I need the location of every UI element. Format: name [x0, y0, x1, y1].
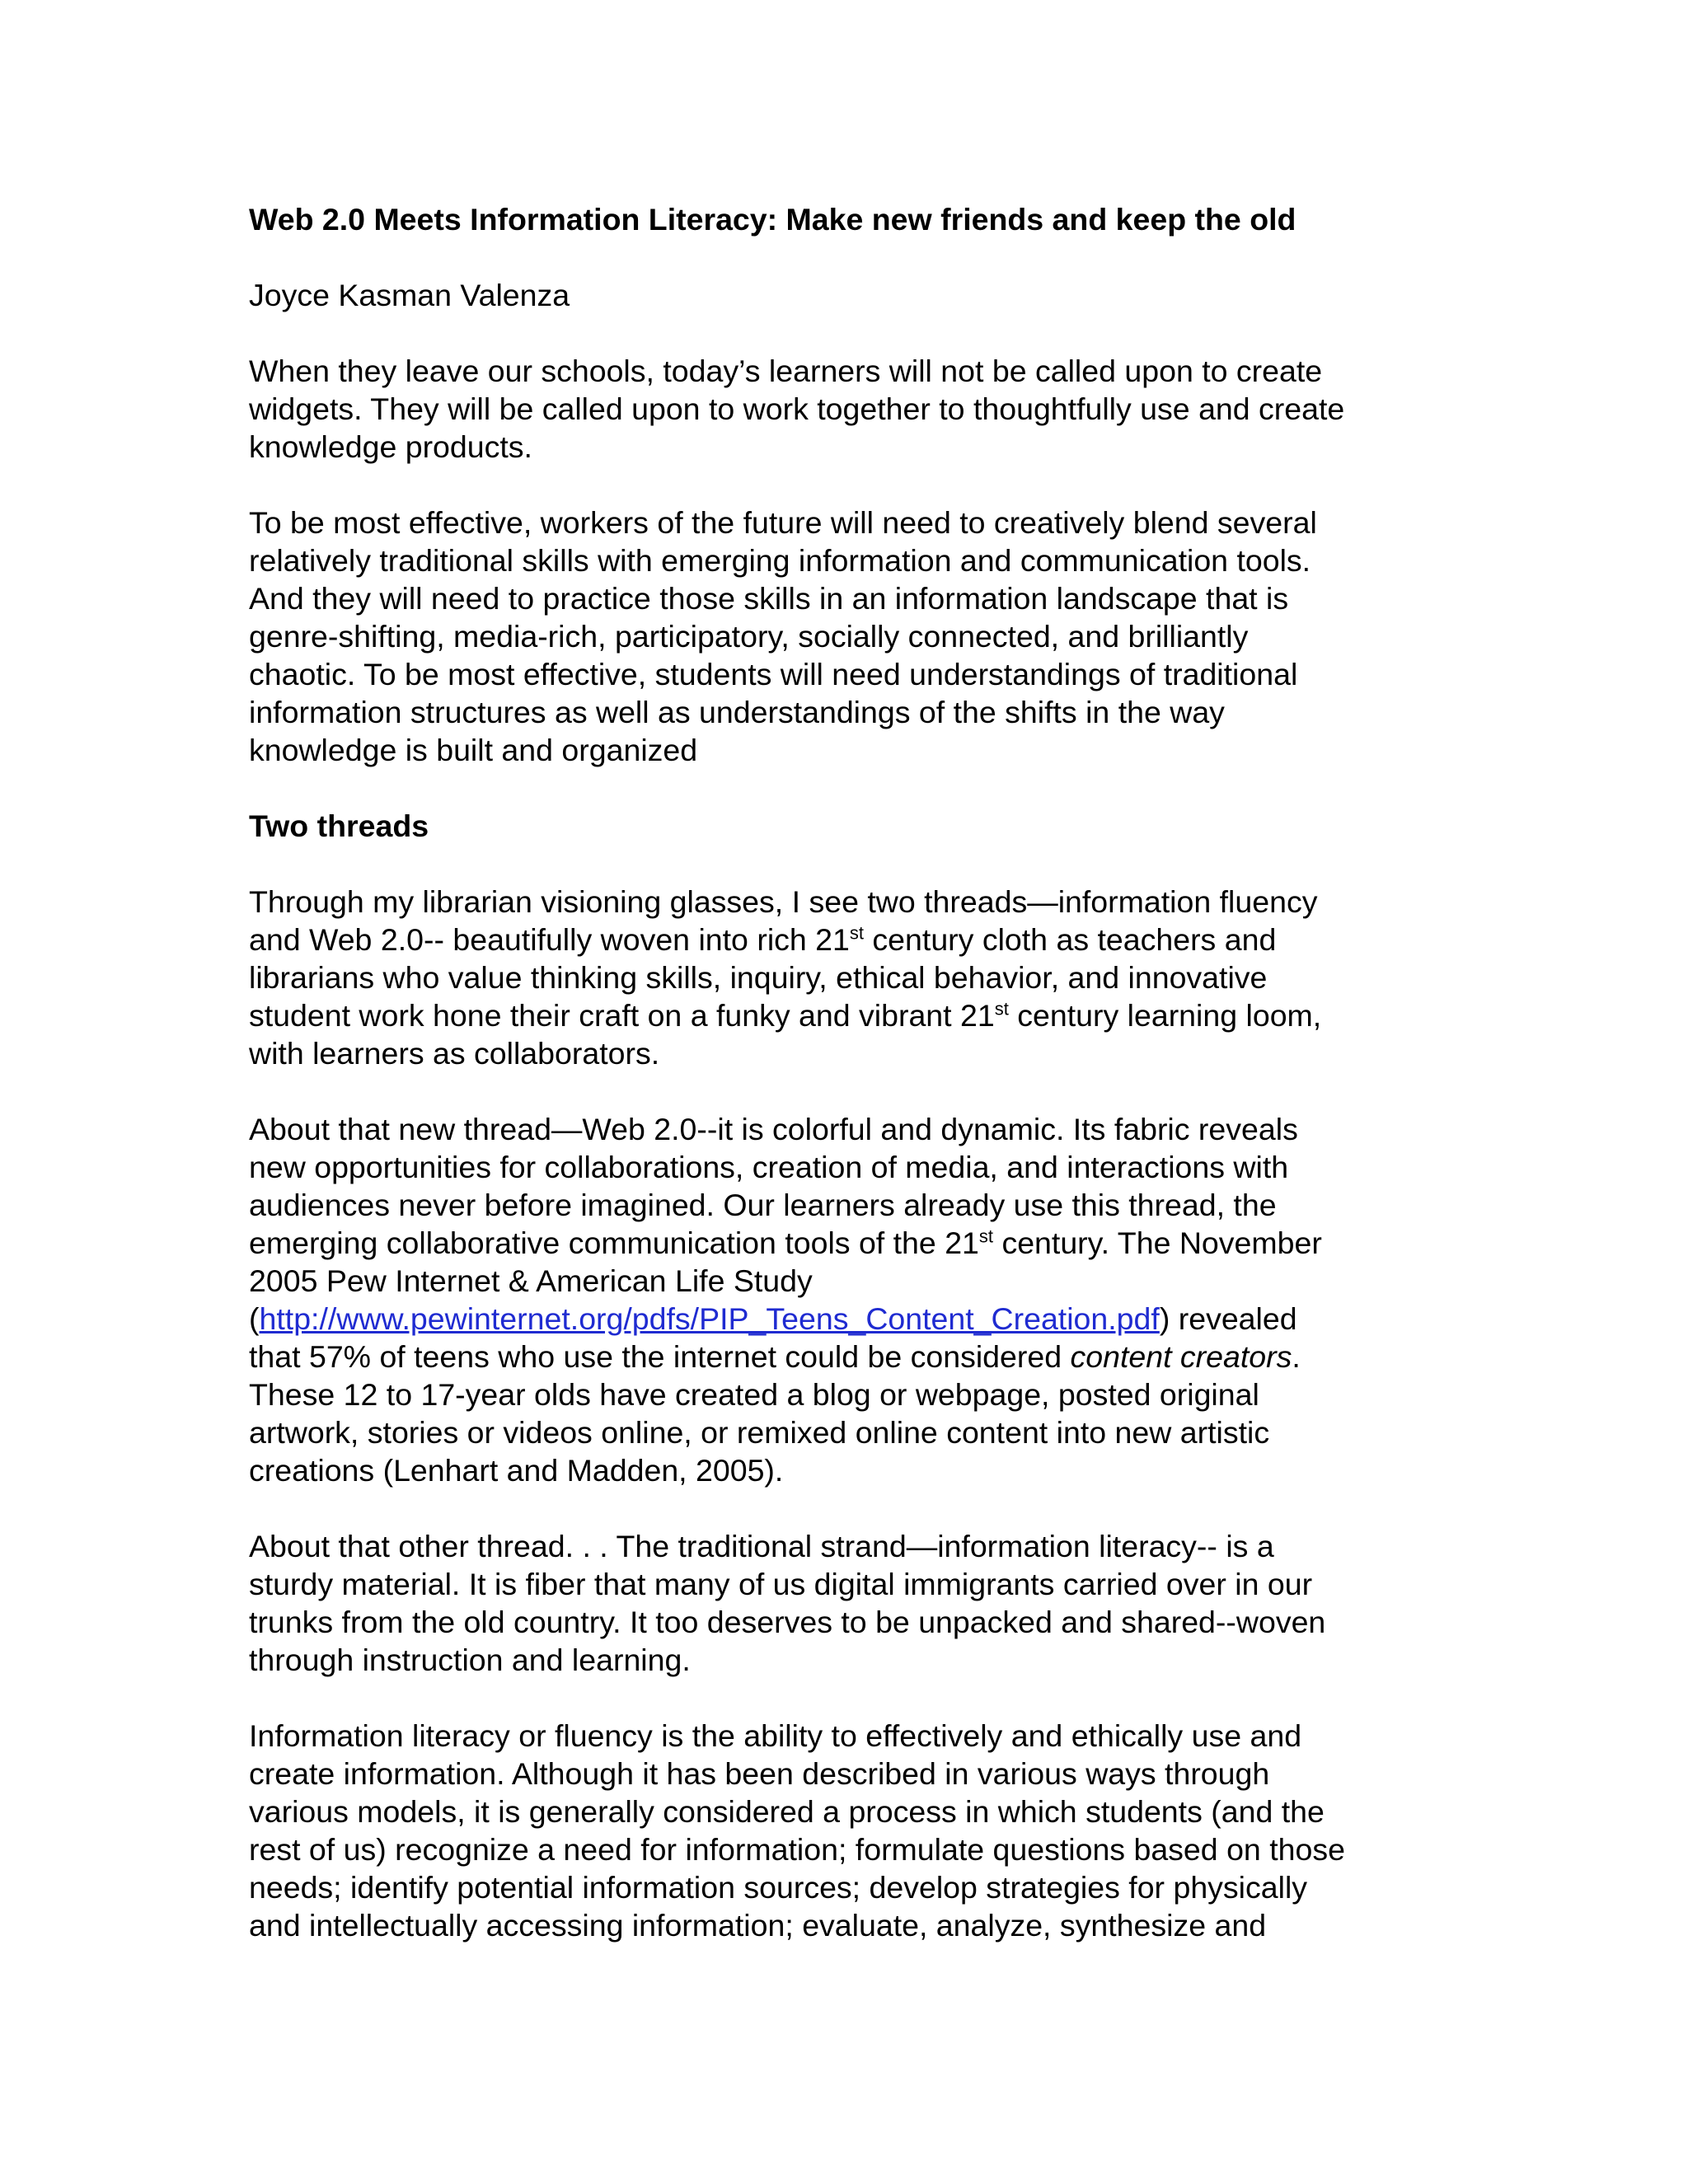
text-line: About that other thread. . . The traditional strand—information literacy-- is a — [249, 1529, 1274, 1563]
text-line: Information literacy or fluency is the ability to effectively and ethically use and — [249, 1718, 1302, 1753]
pew-study-link[interactable]: http://www.pewinternet.org/pdfs/PIP_Teens_Content_Creation.pdf — [259, 1301, 1160, 1336]
text-run: ( — [249, 1301, 260, 1336]
text-line: audiences never before imagined. Our learners already use this thread, the — [249, 1188, 1277, 1222]
text-line: About that new thread—Web 2.0--it is colorful and dynamic. Its fabric reveals — [249, 1112, 1298, 1146]
text-line — [249, 1300, 1452, 1338]
text-run: century learning loom, — [1008, 998, 1322, 1033]
text-line: information structures as well as understandings of the shifts in the way — [249, 695, 1225, 729]
text-run: and Web 2.0-- beautifully woven into rich 21 — [249, 922, 850, 957]
text-run: student work hone their craft on a funky and vibrant 21 — [249, 998, 995, 1033]
text-line: To be most effective, workers of the future will need to creatively blend several — [249, 505, 1317, 540]
text-line — [249, 1338, 1452, 1376]
superscript: st — [849, 922, 865, 944]
text-line: various models, it is generally considered a process in which students (and the — [249, 1794, 1325, 1829]
text-line: artwork, stories or videos online, or remixed online content into new artistic — [249, 1415, 1270, 1450]
spacer — [249, 466, 1452, 504]
paragraph-information-literacy — [249, 1717, 1452, 1944]
text-line: chaotic. To be most effective, students will need understandings of traditional — [249, 657, 1298, 691]
spacer — [249, 1072, 1452, 1110]
text-line: with learners as collaborators. — [249, 1036, 660, 1071]
document-title: Web 2.0 Meets Information Literacy: Make new friends and keep the old — [249, 202, 1296, 237]
text-line: knowledge is built and organized — [249, 733, 698, 767]
text-line: relatively traditional skills with emerging information and communication tools. — [249, 543, 1311, 578]
spacer — [249, 845, 1452, 883]
text-line: Through my librarian visioning glasses, I see two threads—information fluency — [249, 884, 1318, 919]
text-run: ) revealed — [1159, 1301, 1297, 1336]
italic-text: content creators — [1070, 1339, 1292, 1374]
text-line: And they will need to practice those skills in an information landscape that is — [249, 581, 1289, 616]
text-line: new opportunities for collaborations, creation of media, and interactions with — [249, 1150, 1289, 1184]
paragraph-other-thread — [249, 1527, 1452, 1679]
text-line: trunks from the old country. It too deserves to be unpacked and shared--woven — [249, 1605, 1326, 1639]
text-line — [249, 1224, 1452, 1262]
spacer — [249, 1489, 1452, 1527]
section-heading: Two threads — [249, 808, 429, 843]
text-line: 2005 Pew Internet & American Life Study — [249, 1263, 813, 1298]
paragraph-new-thread — [249, 1110, 1452, 1489]
text-line: widgets. They will be called upon to work together to thoughtfully use and create — [249, 391, 1345, 426]
text-line: sturdy material. It is fiber that many of us digital immigrants carried over in our — [249, 1567, 1313, 1601]
text-run: century cloth as teachers and — [864, 922, 1277, 957]
text-line: When they leave our schools, today’s learners will not be called upon to create — [249, 354, 1323, 388]
paragraph-two-threads — [249, 883, 1452, 1072]
spacer — [249, 1679, 1452, 1717]
text-line — [249, 996, 1452, 1034]
text-run: . — [1292, 1339, 1301, 1374]
author-name: Joyce Kasman Valenza — [249, 278, 570, 312]
text-line: needs; identify potential information sources; develop strategies for physically — [249, 1870, 1308, 1905]
text-line: knowledge products. — [249, 429, 532, 464]
text-line: and intellectually accessing information; evaluate, analyze, synthesize and — [249, 1908, 1267, 1943]
paragraph-intro — [249, 352, 1452, 466]
text-run: century. The November — [993, 1226, 1322, 1260]
spacer — [249, 314, 1452, 352]
superscript: st — [978, 1226, 994, 1247]
text-line: rest of us) recognize a need for information; formulate questions based on those — [249, 1832, 1345, 1867]
text-line: librarians who value thinking skills, inquiry, ethical behavior, and innovative — [249, 960, 1268, 995]
text-run: that 57% of teens who use the internet could be considered — [249, 1339, 1071, 1374]
spacer — [249, 238, 1452, 276]
text-line: genre-shifting, media-rich, participatory, socially connected, and brilliantly — [249, 619, 1249, 654]
text-line: through instruction and learning. — [249, 1643, 691, 1677]
text-line: These 12 to 17-year olds have created a blog or webpage, posted original — [249, 1377, 1259, 1412]
text-run: emerging collaborative communication tools of the 21 — [249, 1226, 979, 1260]
superscript: st — [994, 998, 1009, 1019]
text-line — [249, 921, 1452, 958]
text-line: create information. Although it has been described in various ways through — [249, 1756, 1270, 1791]
text-line: creations (Lenhart and Madden, 2005). — [249, 1453, 784, 1488]
document-body — [249, 200, 1452, 1944]
spacer — [249, 769, 1452, 807]
paragraph-effective-workers — [249, 504, 1452, 769]
